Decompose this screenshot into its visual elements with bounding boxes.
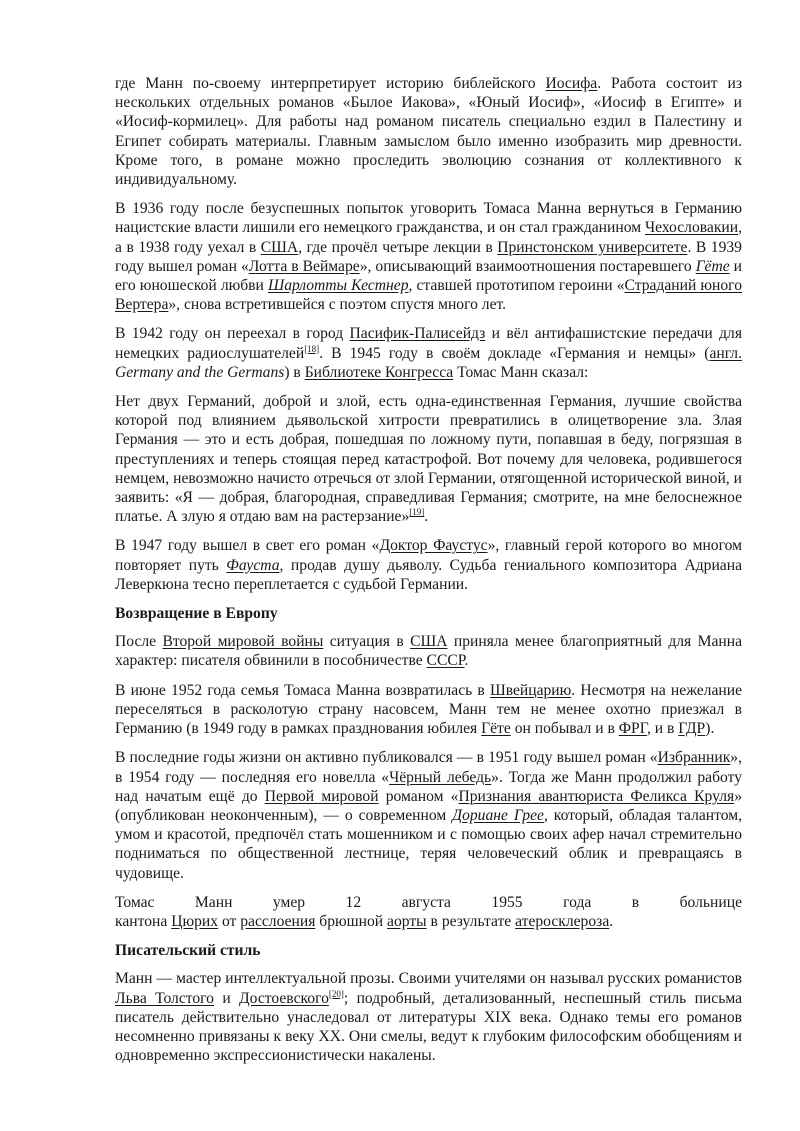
link-ussr[interactable]: СССР <box>426 652 465 670</box>
paragraph-joseph-novel: где Манн по-своему интерпретирует историю библейского Иосифа. Работа состоит из нескольких отдельных романов «Былое Иакова», «Юный Иосиф», «Иосиф в Египте» и «Иосиф-кормилец». Для работы над романом писатель специально ездил в Палестину и Египет собирать материалы. Главным замыслом было именно изобразить мир древности. Кроме того, в романе можно проследить эволюцию сознания от коллективного к индивидуальному. <box>115 75 742 189</box>
link-aorta[interactable]: аорты <box>387 912 427 930</box>
link-ww2[interactable]: Второй мировой войны <box>162 633 324 651</box>
link-dostoevsky[interactable]: Достоевского <box>239 989 329 1007</box>
paragraph-after-war: После Второй мировой войны ситуация в США приняла менее благоприятный для Манна характер: писателя обвинили в пособничестве СССР. <box>115 633 742 670</box>
link-zurich[interactable]: Цюрих <box>171 912 219 930</box>
link-goethe-2[interactable]: Гёте <box>481 720 511 738</box>
paragraph-pacific-palisades: В 1942 году он переехал в город Пасифик-Палисейдз и вёл антифашистские передачи для немецких радиослушателей[18]. В 1945 году в своём докладе «Германия и немцы» (англ. Germany and the Germans) в Библиотеке Конгресса Томас Манн сказал: <box>115 325 742 381</box>
link-tolstoy[interactable]: Льва Толстого <box>115 989 214 1007</box>
link-english[interactable]: англ. <box>709 344 742 362</box>
paragraph-doctor-faustus: В 1947 году вышел в свет его роман «Доктор Фаустус», главный герой которого во многом повторяет путь Фауста, продав душу дьяволу. Судьба гениального композитора Адриана Леверкюна тесно переплетается с судьбой Германии. <box>115 537 742 593</box>
link-felix-krull[interactable]: Признания авантюриста Феликса Круля <box>458 787 735 805</box>
footnote-link-20[interactable]: [20] <box>328 988 344 999</box>
link-charlotte-kestner[interactable]: Шарлотты Кестнер <box>267 277 409 295</box>
link-dorian-gray[interactable]: Дориане Грее <box>452 806 544 824</box>
link-lotte-in-weimar[interactable]: Лотта в Веймаре <box>248 257 360 275</box>
paragraph-writing-style: Манн — мастер интеллектуальной прозы. Своими учителями он называл русских романистов Льва Толстого и Достоевского[20]; подробный, детализованный, неспешный стиль письма писатель действительно унаследовал от литературы XIX века. Однако темы его романов несомненно привязаны к веку XX. Они смелы, ведут к глубоким философским обобщениям и одновременно экспрессионистически накалены. <box>115 970 742 1065</box>
paragraph-last-years: В последние годы жизни он активно публиковался — в 1951 году вышел роман «Избранник», в 1954 году — последняя его новелла «Чёрный лебедь». Тогда же Манн продолжил работу над начатым ещё до Первой мировой романом «Признания авантюриста Феликса Круля» (опубликован неоконченным), — о современном Дориане Грее, который, обладая талантом, умом и красотой, предпочёл стать мошенником и с помощью своих афер начал стремительно подниматься по общественной лестнице, теряя человеческий облик и превращаясь в чудовище. <box>115 749 742 882</box>
footnote-ref-18 <box>304 344 319 354</box>
link-goethe[interactable]: Гёте <box>695 257 730 275</box>
footnote-link-19[interactable]: [19] <box>409 507 425 518</box>
link-werther[interactable]: Страданий юного Вертера <box>115 277 742 314</box>
quote-paragraph: Нет двух Германий, доброй и злой, есть одна-единственная Германия, лучшие свойства которой под влиянием дьявольской хитрости превратились в олицетворение зла. Злая Германия — это и есть добрая, пошедшая по ложному пути, попавшая в беду, погрязшая в преступлениях и теперь стоящая перед катастрофой. Вот почему для человека, родившегося немцем, невозможно начисто отречься от злой Германии, отягощенной исторической виной, и заявить: «Я — добрая, благородная, справедливая Германия; смотрите, на мне белоснежное платье. А злую я отдаю вам на растерзание»[19]. <box>115 393 742 526</box>
footnote-ref-19 <box>409 507 424 517</box>
section-heading-style: Писательский стиль <box>115 942 261 960</box>
link-usa-2[interactable]: США <box>410 633 448 651</box>
link-black-swan[interactable]: Чёрный лебедь <box>389 768 492 786</box>
link-usa[interactable]: США <box>260 238 299 256</box>
link-princeton[interactable]: Принстонском университете <box>497 238 688 256</box>
link-pacific-palisades[interactable]: Пасифик-Палисейдз <box>349 325 486 343</box>
paragraph-emigration: В 1936 году после безуспешных попыток уговорить Томаса Манна вернуться в Германию нацистские власти лишили его немецкого гражданства, и он стал гражданином Чехословакии, а в 1938 году уехал в США, где прочёл четыре лекции в Принстонском университете. В 1939 году вышел роман «Лотта в Веймаре», описывающий взаимоотношения постаревшего Гёте и его юношеской любви Шарлотты Кестнер, ставшей прототипом героини «Страданий юного Вертера», снова встретившейся с поэтом спустя много лет. <box>115 200 743 314</box>
death-line-1: Томас Манн умер 12 августа 1955 года в больнице <box>115 893 742 911</box>
link-faust[interactable]: Фауста <box>226 556 280 574</box>
link-frg[interactable]: ФРГ <box>618 720 647 738</box>
link-ww1[interactable]: Первой мировой <box>264 787 379 805</box>
english-title: Germany and the Germans <box>115 363 285 381</box>
section-heading-return: Возвращение в Европу <box>115 605 278 623</box>
link-the-holy-sinner[interactable]: Избранник <box>657 749 731 767</box>
link-czechoslovakia[interactable]: Чехословакии <box>645 219 739 237</box>
link-doctor-faustus[interactable]: Доктор Фаустус <box>379 537 488 555</box>
paragraph-death: Томас Манн умер 12 августа 1955 года в больнице кантона Цюрих от расслоения брюшной аорты в результате атеросклероза. <box>115 893 742 930</box>
link-gdr[interactable]: ГДР <box>678 720 706 738</box>
link-atherosclerosis[interactable]: атеросклероза <box>515 912 610 930</box>
link-joseph[interactable]: Иосифа <box>545 75 598 92</box>
link-switzerland[interactable]: Швейцарию <box>489 681 572 699</box>
footnote-link-18[interactable]: [18] <box>304 343 320 354</box>
link-dissection[interactable]: расслоения <box>240 912 316 930</box>
paragraph-switzerland: В июне 1952 года семья Томаса Манна возвратилась в Швейцарию. Несмотря на нежелание переселяться в расколотую страну насовсем, Манн тем не менее охотно приезжал в Германию (в 1949 году в рамках празднования юбилея Гёте он побывал и в ФРГ, и в ГДР). <box>115 681 742 738</box>
footnote-ref-20 <box>329 989 344 999</box>
link-library-of-congress[interactable]: Библиотеке Конгресса <box>304 363 454 381</box>
